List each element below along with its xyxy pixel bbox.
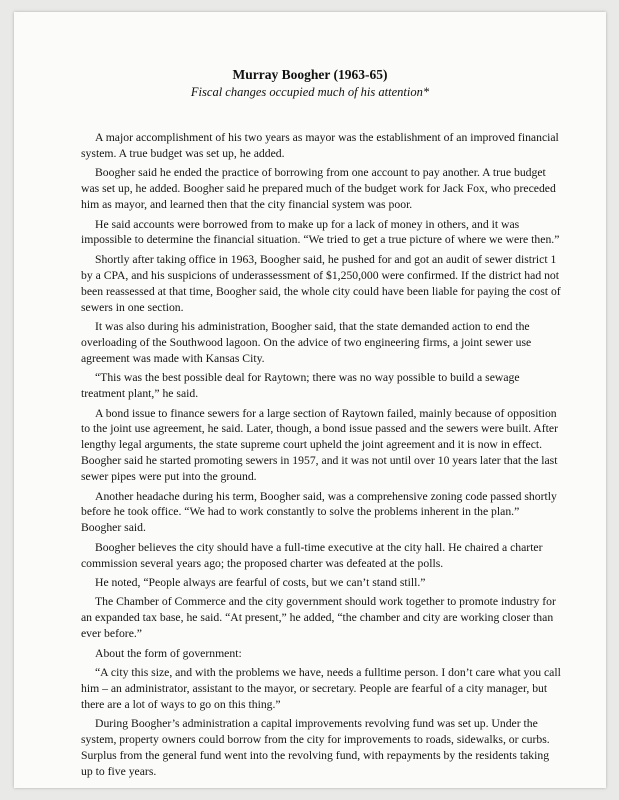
paragraph: Shortly after taking office in 1963, Boogher said, he pushed for and got an audit of sewer district 1 by a CPA, and his suspicions of underassessment of $1,250,000 were confirmed. If the district had not been reassessed at that time, Boogher said, the whole city could have been liable for paying the cost of sewers in one section. xyxy=(81,252,561,314)
paragraph: A bond issue to finance sewers for a large section of Raytown failed, mainly because of opposition to the joint use agreement, he said. Later, though, a bond issue passed and the sewers were built. After lengthy legal arguments, the state supreme court upheld the joint agreement and it is now in effect. Boogher said he started promoting sewers in 1957, and it was not until over 10 years later that the last sewer pipes were put into the ground. xyxy=(81,406,558,484)
paragraph: Boogher believes the city should have a full-time executive at the city hall. He chaired a charter commission several years ago; the proposed charter was defeated at the polls. xyxy=(81,540,543,570)
paragraph: He noted, “People always are fearful of costs, but we can’t stand still.” xyxy=(95,576,426,590)
paragraph: The Chamber of Commerce and the city government should work together to promote industry for an expanded tax base, he said. “At present,” he added, “the chamber and city are working closer than ever before.” xyxy=(81,595,556,641)
article-body xyxy=(81,130,561,783)
paragraph: During Boogher’s administration a capital improvements revolving fund was set up. Under the system, property owners could borrow from the city for improvements to roads, sidewalks, or curbs. Surplus from the general fund went into the revolving fund, with repayments by the residents taking up to five years. xyxy=(81,717,550,779)
paragraph: He said accounts were borrowed from to make up for a lack of money in others, and it was impossible to determine the financial situation. “We tried to get a true picture of where we were then.” xyxy=(81,217,560,247)
paragraph: Boogher said he ended the practice of borrowing from one account to pay another. A true budget was set up, he added. Boogher said he prepared much of the budget work for Jack Fox, who preceded him as mayor, and learned then that the city financial system was poor. xyxy=(81,166,556,212)
paragraph: It was also during his administration, Boogher said, that the state demanded action to end the overloading of the Southwood lagoon. On the advice of two engineering firms, a joint sewer use agreement was made with Kansas City. xyxy=(81,319,532,365)
paragraph: “This was the best possible deal for Raytown; there was no way possible to build a sewage treatment plant,” he said. xyxy=(81,371,520,401)
article-subtitle: Fiscal changes occupied much of his attention* xyxy=(190,85,430,99)
paragraph: “A city this size, and with the problems we have, needs a fulltime person. I don’t care what you call him – an administrator, assistant to the mayor, or secretary. People are fearful of a city manager, but there are a lot of ways to go on this thing.” xyxy=(81,666,561,711)
article-header xyxy=(14,66,606,101)
paragraph: A major accomplishment of his two years as mayor was the establishment of an improved financial system. A true budget was set up, he added. xyxy=(81,131,559,160)
paragraph: Another headache during his term, Boogher said, was a comprehensive zoning code passed shortly before he took office. “We had to work constantly to solve the problems inherent in the plan.” Boogher said. xyxy=(81,489,557,535)
paragraph: About the form of government: xyxy=(95,646,242,660)
article-title: Murray Boogher (1963-65) xyxy=(232,67,388,82)
document-page xyxy=(14,12,606,788)
